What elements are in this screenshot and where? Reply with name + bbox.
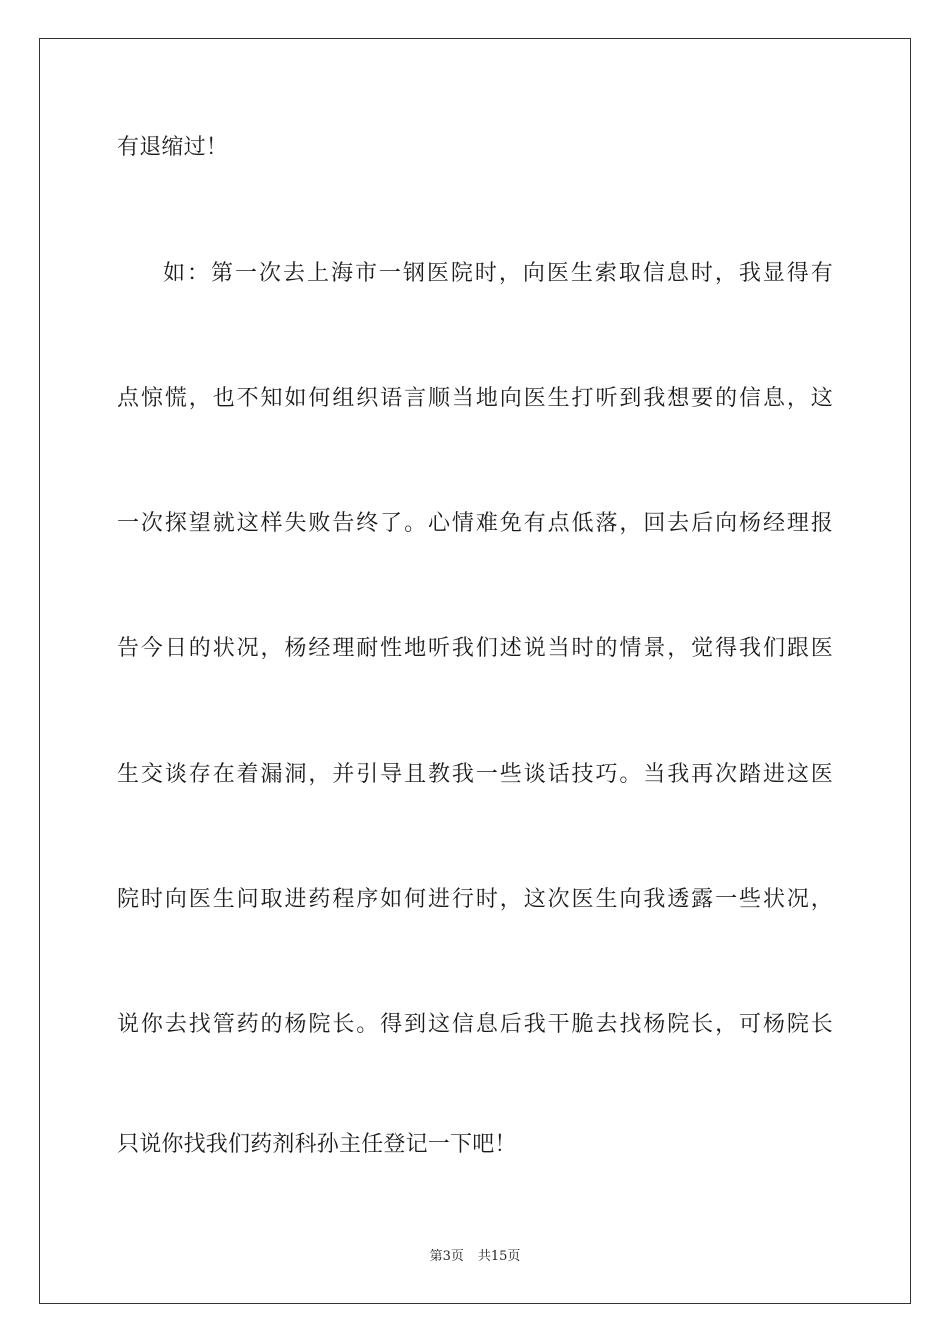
text-line-7: 院时向医生问取进药程序如何进行时，这次医生向我透露一些状况，	[117, 887, 833, 912]
text-line-4: 一次探望就这样失败告终了。心情难免有点低落，回去后向杨经理报	[117, 511, 833, 536]
page-total: 共15页	[477, 1249, 521, 1264]
text-line-3: 点惊慌，也不知如何组织语言顺当地向医生打听到我想要的信息，这	[117, 386, 833, 411]
page-border	[39, 38, 911, 1304]
page-footer	[0, 1248, 950, 1266]
text-line-1: 有退缩过！	[117, 135, 229, 160]
page-number: 第3页	[429, 1249, 464, 1264]
text-line-6: 生交谈存在着漏洞，并引导且教我一些谈话技巧。当我再次踏进这医	[117, 762, 833, 787]
text-line-2: 如：第一次去上海市一钢医院时，向医生索取信息时，我显得有	[163, 261, 833, 286]
text-line-8: 说你去找管药的杨院长。得到这信息后我干脆去找杨院长，可杨院长	[117, 1012, 833, 1037]
text-line-5: 告今日的状况，杨经理耐性地听我们述说当时的情景，觉得我们跟医	[117, 636, 833, 661]
text-line-9: 只说你找我们药剂科孙主任登记一下吧！	[117, 1132, 517, 1157]
